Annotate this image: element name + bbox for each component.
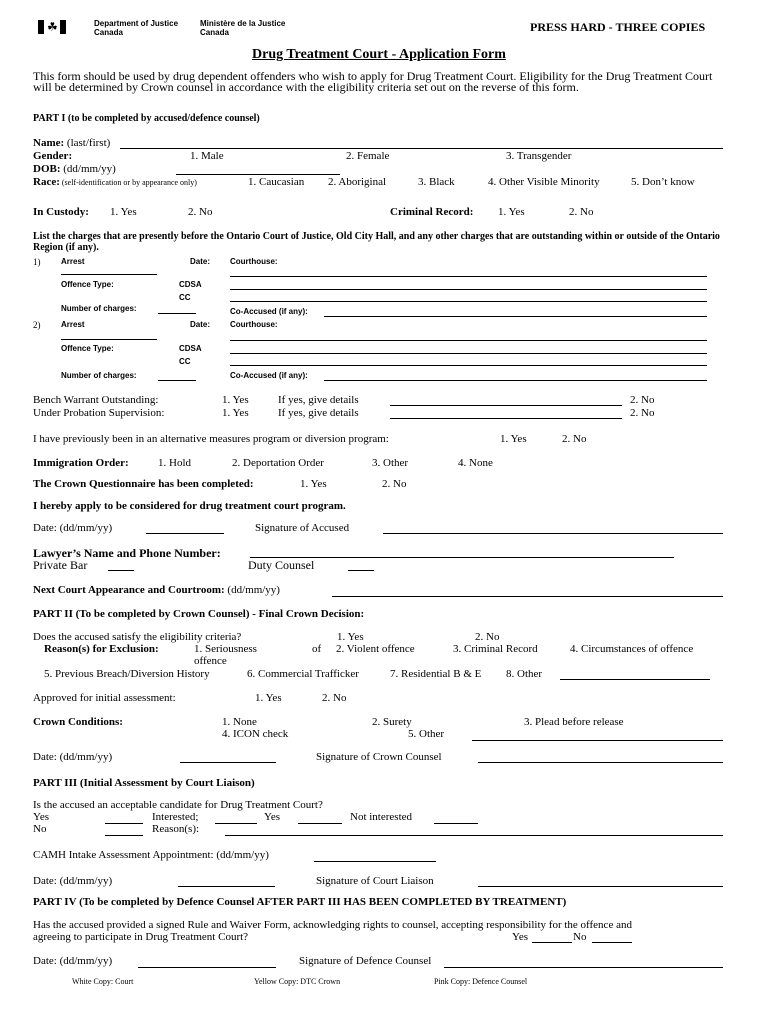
criminal-option-yes[interactable]: 1. Yes [498,206,525,218]
charge2-cdsa-option[interactable]: CDSA [179,344,202,353]
candidate-question: Is the accused an acceptable candidate for Drug Treatment Court? [33,799,323,811]
part3-date-label: Date: (dd/mm/yy) [33,875,113,887]
part1-date-label: Date: (dd/mm/yy) [33,522,113,534]
alt-measures-no[interactable]: 2. No [562,433,587,445]
sig-crown-label: Signature of Crown Counsel [316,751,442,763]
next-court-label-group [33,585,280,596]
charge1-co-accused-label: Co-Accused (if any): [230,307,308,316]
charge1-date-label: Date: [190,257,211,266]
footer-pink-copy: Pink Copy: Defence Counsel [434,977,528,986]
part4-date-field[interactable] [138,967,276,968]
footer-white-copy: White Copy: Court [72,977,134,986]
sig-crown-field[interactable] [478,762,723,763]
intro-paragraph: This form should be used by drug dependent offenders who wish to apply for Drug Treatment Court. Eligibility for the Drug Treatment Court will be determined by Crown counsel in accordance with the eligibility criteria set out on the reverse of this form. [33,69,713,94]
charge1-arrest-field[interactable] [61,274,157,275]
exclusion-other-field[interactable] [560,679,710,680]
crown-questionnaire-label: The Crown Questionnaire has been completed: [33,478,254,490]
charge2-cc-option[interactable]: CC [179,357,191,366]
gender-option-transgender[interactable]: 3. Transgender [506,150,572,162]
gender-option-female[interactable]: 2. Female [346,150,390,162]
race-label-group [33,177,197,188]
part2-heading: PART II (To be completed by Crown Counsel) - Final Crown Decision: [33,608,365,620]
maple-leaf-icon: ☘ [47,20,58,34]
sig-liaison-label: Signature of Court Liaison [316,875,434,887]
dob-hint: (dd/mm/yy) [60,163,116,175]
name-field[interactable] [120,148,723,149]
probation-details-field[interactable] [390,418,622,419]
bench-warrant-yes[interactable]: 1. Yes [222,394,249,406]
charge1-offence-type-label: Offence Type: [61,280,114,289]
custody-option-yes[interactable]: 1. Yes [110,206,137,218]
crown-conditions-label: Crown Conditions: [33,716,123,728]
form-title: Drug Treatment Court - Application Form [252,47,506,62]
next-court-hint: (dd/mm/yy) [224,584,280,596]
exclusion-trafficker[interactable]: 6. Commercial Trafficker [247,668,359,680]
duty-counsel-option[interactable]: Duty Counsel [248,558,315,572]
charge1-cc-field[interactable] [230,301,707,302]
charge2-courthouse-field[interactable] [230,340,707,341]
footer-yellow-copy: Yellow Copy: DTC Crown [254,977,341,986]
approved-yes[interactable]: 1. Yes [255,692,282,704]
condition-surety[interactable]: 2. Surety [372,716,412,728]
next-court-field[interactable] [332,596,723,597]
not-interested-label[interactable]: Not interested [350,811,413,823]
charge1-cdsa-field[interactable] [230,289,707,290]
exclusion-of: of [312,643,322,655]
name-label-group [33,138,110,149]
bench-warrant-details-field[interactable] [390,405,622,406]
probation-no[interactable]: 2. No [630,407,655,419]
camh-label: CAMH Intake Assessment Appointment: (dd/mm/yy) [33,849,269,861]
name-label: Name: [33,137,65,149]
charge2-num-charges-field[interactable] [158,380,196,381]
charge2-offence-type-label: Offence Type: [61,344,114,353]
charge2-number: 2) [33,320,41,330]
waiver-question-line2: agreeing to participate in Drug Treatment Court? [33,931,249,943]
interested-field[interactable] [215,823,257,824]
exclusion-criminal-record[interactable]: 3. Criminal Record [453,643,538,655]
exclusion-violent[interactable]: 2. Violent offence [336,643,415,655]
waiver-no[interactable]: No [573,931,587,943]
charge1-number: 1) [33,257,41,267]
sig-defence-field[interactable] [444,967,723,968]
charges-intro: List the charges that are presently before the Ontario Court of Justice, Old City Hall, and any other charges that are outstanding within or outside of the Ontario Region (if any). [33,231,720,253]
crown-questionnaire-yes[interactable]: 1. Yes [300,478,327,490]
condition-other-field[interactable] [472,740,723,741]
part4-date-label: Date: (dd/mm/yy) [33,955,113,967]
charge2-cdsa-field[interactable] [230,353,707,354]
immigration-label: Immigration Order: [33,457,129,469]
candidate-yes[interactable]: Yes [33,811,50,823]
charge2-arrest-field[interactable] [61,339,157,340]
canada-flag-logo [38,20,66,34]
charge2-arrest-label: Arrest [61,320,85,329]
exclusion-breach-history[interactable]: 5. Previous Breach/Diversion History [44,668,210,680]
candidate-yes-field[interactable] [105,823,143,824]
part3-date-field[interactable] [178,886,275,887]
crown-questionnaire-no[interactable]: 2. No [382,478,407,490]
alt-measures-yes[interactable]: 1. Yes [500,433,527,445]
race-hint: (self-identification or by appearance only) [59,178,197,187]
custody-label: In Custody: [33,206,89,218]
criminal-option-no[interactable]: 2. No [569,206,594,218]
immigration-hold[interactable]: 1. Hold [158,457,191,469]
race-option-other-minority[interactable]: 4. Other Visible Minority [488,176,600,188]
condition-icon-check[interactable]: 4. ICON check [222,728,289,740]
waiver-yes[interactable]: Yes [512,931,529,943]
exclusion-residential-be[interactable]: 7. Residential B & E [390,668,482,680]
duty-counsel-checkline[interactable] [348,570,374,571]
name-hint: (last/first) [64,137,111,149]
waiver-question-line1: Has the accused provided a signed Rule and Waiver Form, acknowledging rights to counsel, accepting responsibility for the offence and [33,919,632,931]
race-option-aboriginal[interactable]: 2. Aboriginal [328,176,387,188]
satisfy-criteria-yes[interactable]: 1. Yes [337,631,364,643]
charge1-cdsa-option[interactable]: CDSA [179,280,202,289]
dob-label-group [33,164,116,175]
not-interested-field[interactable] [434,823,478,824]
charge2-co-accused-field[interactable] [324,380,707,381]
private-bar-checkline[interactable] [108,570,134,571]
sig-defence-label: Signature of Defence Counsel [299,955,432,967]
interested-yes[interactable]: Yes [264,811,281,823]
immigration-deportation[interactable]: 2. Deportation Order [232,457,324,469]
exclusion-other[interactable]: 8. Other [506,668,543,680]
private-bar-option[interactable]: Private Bar [33,558,88,572]
exclusion-offence-word: offence [194,655,227,667]
sig-liaison-field[interactable] [478,886,723,887]
immigration-other[interactable]: 3. Other [372,457,409,469]
charge1-cc-option[interactable]: CC [179,293,191,302]
condition-none[interactable]: 1. None [222,716,257,728]
sig-accused-label: Signature of Accused [255,522,350,534]
charge2-date-label: Date: [190,320,211,329]
exclusion-seriousness[interactable]: 1. Seriousness [194,643,257,655]
part4-heading: PART IV (To be completed by Defence Counsel AFTER PART III HAS BEEN COMPLETED BY TREATMENT) [33,896,567,908]
lawyer-label: Lawyer’s Name and Phone Number: [33,546,221,560]
waiver-yes-field[interactable] [532,942,572,943]
probation-yes[interactable]: 1. Yes [222,407,249,419]
race-option-caucasian[interactable]: 1. Caucasian [248,176,305,188]
bench-warrant-label: Bench Warrant Outstanding: [33,394,159,406]
sig-accused-field[interactable] [383,533,723,534]
approved-assessment-label: Approved for initial assessment: [33,692,176,704]
satisfy-criteria-no[interactable]: 2. No [475,631,500,643]
candidate-no[interactable]: No [33,823,47,835]
dept-fr-line2: Canada [200,28,229,37]
exclusion-reasons-label: Reason(s) for Exclusion: [44,643,159,655]
charge2-courthouse-label: Courthouse: [230,320,278,329]
criminal-record-label: Criminal Record: [390,206,474,218]
press-hard-notice: PRESS HARD - THREE COPIES [530,20,706,34]
immigration-none[interactable]: 4. None [458,457,493,469]
camh-date-field[interactable] [314,861,436,862]
bench-warrant-no[interactable]: 2. No [630,394,655,406]
gender-option-male[interactable]: 1. Male [190,150,224,162]
dob-field[interactable] [176,174,340,175]
dept-fr-line1: Ministère de la Justice [200,19,286,28]
charge2-cc-field[interactable] [230,365,707,366]
apply-statement: I hereby apply to be considered for drug treatment court program. [33,500,346,512]
next-court-label: Next Court Appearance and Courtroom: [33,584,225,596]
charge1-num-charges-label: Number of charges: [61,304,137,313]
condition-plead[interactable]: 3. Plead before release [524,716,624,728]
gender-label: Gender: [33,150,73,162]
satisfy-criteria-label: Does the accused satisfy the eligibility criteria? [33,631,242,643]
charge2-co-accused-label: Co-Accused (if any): [230,371,308,380]
part1-date-field[interactable] [146,533,224,534]
waiver-no-field[interactable] [592,942,632,943]
charge2-num-charges-label: Number of charges: [61,371,137,380]
charge1-courthouse-field[interactable] [230,276,707,277]
charge1-co-accused-field[interactable] [324,316,707,317]
custody-option-no[interactable]: 2. No [188,206,213,218]
charge1-num-charges-field[interactable] [158,313,196,314]
race-label: Race: [33,176,60,188]
part1-heading: PART I (to be completed by accused/defence counsel) [33,113,260,124]
bench-warrant-if-yes: If yes, give details [278,394,359,406]
alt-measures-label: I have previously been in an alternative measures program or diversion program: [33,433,389,445]
dept-en-line1: Department of Justice [94,19,179,28]
part3-heading: PART III (Initial Assessment by Court Liaison) [33,777,255,789]
interested-label: Interested; [152,811,199,823]
probation-if-yes: If yes, give details [278,407,359,419]
charge1-courthouse-label: Courthouse: [230,257,278,266]
interested-yes-field[interactable] [298,823,342,824]
charge1-arrest-label: Arrest [61,257,85,266]
part2-date-field[interactable] [180,762,276,763]
race-option-black[interactable]: 3. Black [418,176,455,188]
exclusion-circumstances[interactable]: 4. Circumstances of offence [570,643,694,655]
part2-date-label: Date: (dd/mm/yy) [33,751,113,763]
dept-en-line2: Canada [94,28,123,37]
approved-no[interactable]: 2. No [322,692,347,704]
reasons-label: Reason(s): [152,823,200,835]
dob-label: DOB: [33,163,61,175]
reasons-field[interactable] [225,835,723,836]
candidate-no-field[interactable] [105,835,143,836]
probation-label: Under Probation Supervision: [33,407,165,419]
race-option-dont-know[interactable]: 5. Don’t know [631,176,695,188]
condition-other[interactable]: 5. Other [408,728,445,740]
